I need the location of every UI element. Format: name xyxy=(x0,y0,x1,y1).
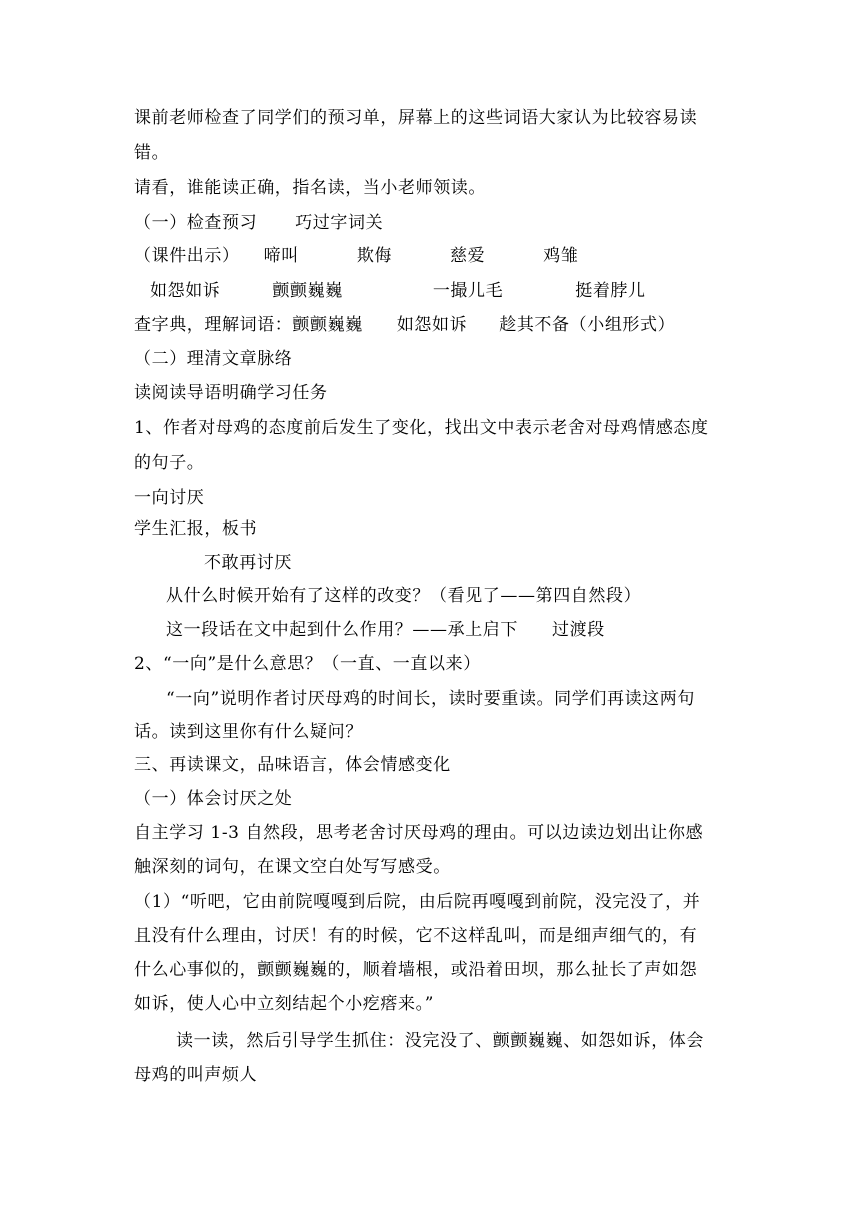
dictionary-task xyxy=(134,314,675,336)
word-row-2 xyxy=(150,280,646,302)
section-heading-reread: 三、再读课文，品味语言，体会情感变化 xyxy=(134,755,451,775)
word-item: 挺着脖儿 xyxy=(575,281,646,301)
self-study-line-1: 自主学习 1-3 自然段，思考老舍讨厌母鸡的理由。可以边读边划出让你感 xyxy=(134,823,704,843)
dictionary-text-a: 查字典，理解词语：颤颤巍巍 xyxy=(134,315,363,335)
quote-line-1: （1）“听吧，它由前院嘎嘎到后院，由后院再嘎嘎到前院，没完没了，并 xyxy=(134,892,701,912)
question-2-explanation-line-2: 话。读到这里你有什么疑问？ xyxy=(134,722,363,742)
intro-line-3: 请看，谁能读正确，指名读，当小老师领读。 xyxy=(134,178,486,198)
question-2: 2、“一向”是什么意思？（一直、一直以来） xyxy=(134,654,481,674)
word-item: 啼叫 xyxy=(263,246,299,266)
student-report: 学生汇报，板书 xyxy=(134,519,258,539)
dictionary-text-c: 趁其不备（小组形式） xyxy=(499,315,676,335)
word-item: 慈爱 xyxy=(450,246,486,266)
word-row-1 xyxy=(134,245,578,267)
question-1-line-1: 1、作者对母鸡的态度前后发生了变化，找出文中表示老舍对母鸡情感态度 xyxy=(134,418,709,438)
board-bugan: 不敢再讨厌 xyxy=(204,553,292,573)
dictionary-text-b: 如怨如诉 xyxy=(396,315,468,335)
task-intro: 读阅读导语明确学习任务 xyxy=(134,383,328,403)
section-heading-structure: （二）理清文章脉络 xyxy=(134,349,293,369)
guide-line-1: 读一读，然后引导学生抓住：没完没了、颤颤巍巍、如怨如诉，体会 xyxy=(176,1031,704,1051)
role-text: 这一段话在文中起到什么作用？——承上启下 xyxy=(166,620,518,640)
intro-line-2: 错。 xyxy=(134,143,170,163)
word-item: 欺侮 xyxy=(356,246,393,266)
self-study-line-2: 触深刻的词句，在课文空白处写写感受。 xyxy=(134,857,451,877)
quote-line-4: 如诉，使人心中立刻结起个小疙瘩来。” xyxy=(134,994,434,1014)
question-2-explanation-line-1: “一向”说明作者讨厌母鸡的时间长，读时要重读。同学们再读这两句 xyxy=(166,689,695,709)
word-item: 一撮儿毛 xyxy=(432,281,504,301)
when-question: 从什么时候开始有了这样的改变？（看见了——第四自然段） xyxy=(166,586,642,606)
word-item: 颤颤巍巍 xyxy=(272,281,343,301)
role-answer: 过渡段 xyxy=(552,620,605,640)
section-subtitle: 巧过字词关 xyxy=(295,213,384,233)
quote-line-2: 且没有什么理由，讨厌！有的时候，它不这样乱叫，而是细声细气的，有 xyxy=(134,926,698,946)
section-heading-dislike: （一）体会讨厌之处 xyxy=(134,789,293,809)
word-item: 鸡雏 xyxy=(543,246,579,266)
section-heading-check-preview xyxy=(134,212,383,234)
guide-line-2: 母鸡的叫声烦人 xyxy=(134,1065,258,1085)
board-yixiang: 一向讨厌 xyxy=(134,488,205,508)
question-1-line-2: 的句子。 xyxy=(134,453,205,473)
quote-line-3: 什么心事似的，颤颤巍巍的，顺着墙根，或沿着田坝，那么扯长了声如怨 xyxy=(134,960,698,980)
role-question xyxy=(166,619,605,641)
word-item: 如怨如诉 xyxy=(150,281,221,301)
intro-line-1: 课前老师检查了同学们的预习单，屏幕上的这些词语大家认为比较容易读 xyxy=(134,108,698,128)
section-label: （一）检查预习 xyxy=(134,213,258,233)
courseware-label: （课件出示） xyxy=(134,246,240,266)
